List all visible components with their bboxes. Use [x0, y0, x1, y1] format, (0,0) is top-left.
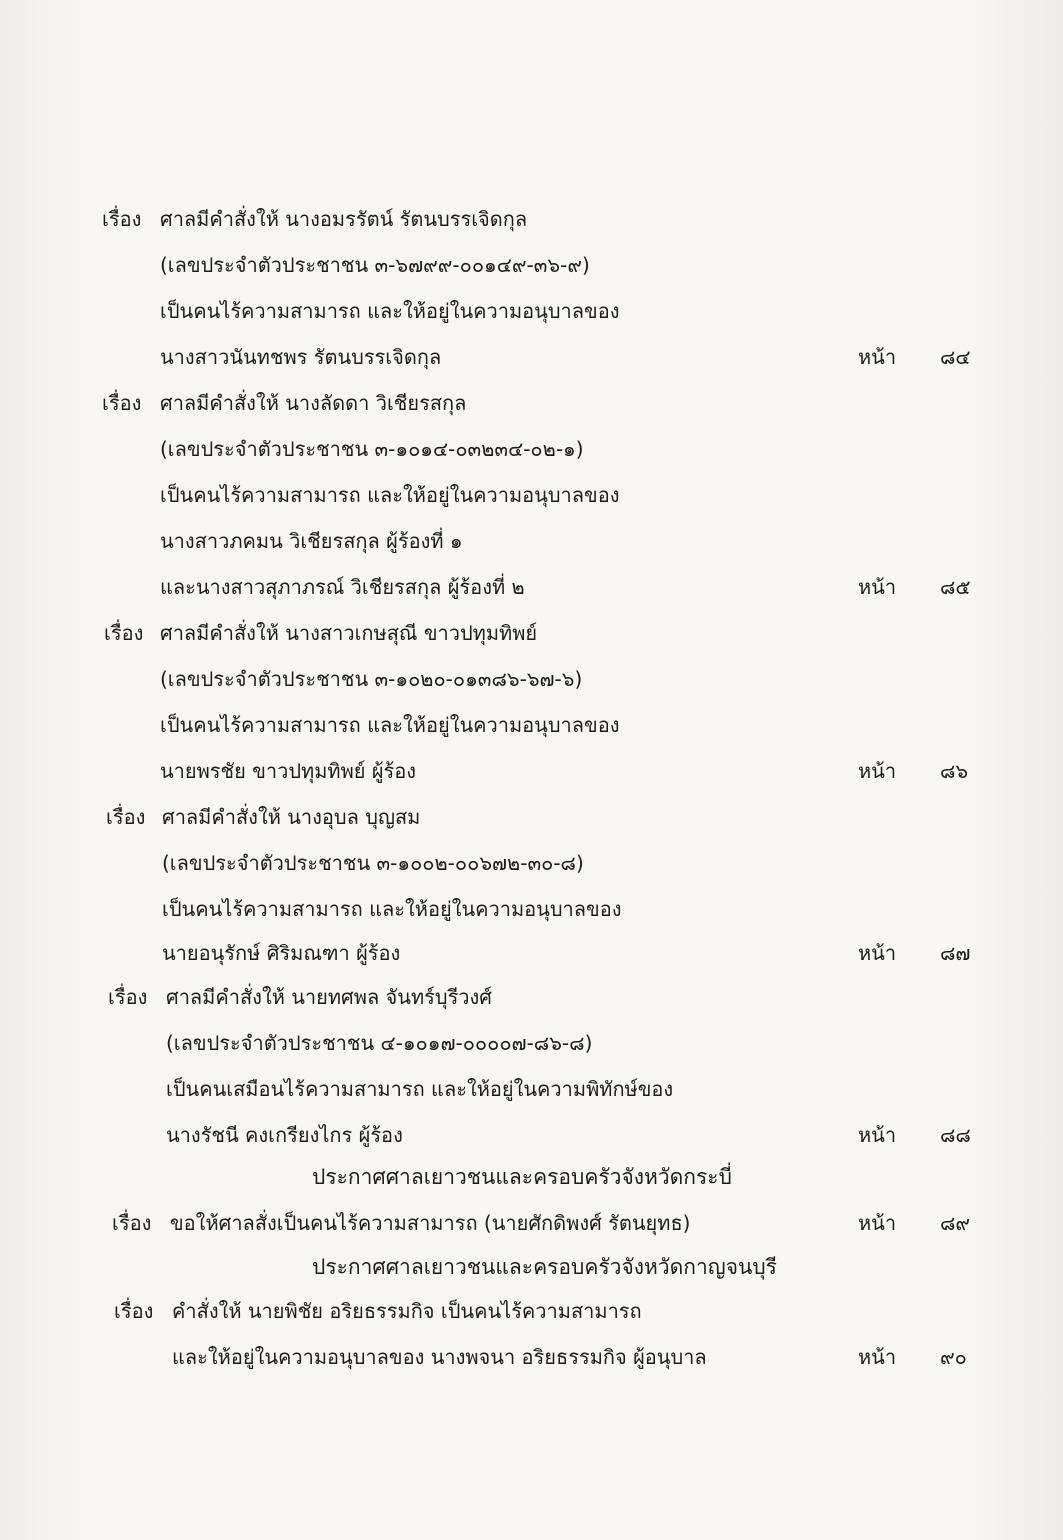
entry-text: เป็นคนเสมือนไร้ความสามารถ และให้อยู่ในความพิทักษ์ของ: [166, 1077, 674, 1101]
kanchanaburi-entry-line-2: [0, 1337, 1063, 1377]
page-number: ๘๔: [940, 345, 971, 369]
page-number: ๘๕: [940, 575, 971, 599]
entry-text: คำสั่งให้ นายพิชัย อริยธรรมกิจ เป็นคนไร้ความสามารถ: [172, 1299, 642, 1323]
entry-3-line-2: [0, 659, 1063, 699]
page-label: หน้า: [858, 575, 897, 599]
page-label: หน้า: [858, 759, 897, 783]
entry-4-line-2: [0, 843, 1063, 883]
entry-text: (เลขประจำตัวประชาชน ๓-๑๐๒๐-๐๑๓๘๖-๖๗-๖): [160, 667, 583, 691]
entry-label: เรื่อง: [106, 805, 146, 829]
section-heading: ประกาศศาลเยาวชนและครอบครัวจังหวัดกาญจนบุรี: [312, 1255, 777, 1279]
entry-text: (เลขประจำตัวประชาชน ๓-๖๗๙๙-๐๐๑๔๙-๓๖-๙): [160, 253, 590, 277]
entry-text: เป็นคนไร้ความสามารถ และให้อยู่ในความอนุบาลของ: [160, 299, 620, 323]
entry-text: นางสาวภคมน วิเชียรสกุล ผู้ร้องที่ ๑: [160, 529, 463, 553]
entry-text: ขอให้ศาลสั่งเป็นคนไร้ความสามารถ (นายศักดิพงศ์ รัตนยุทธ): [170, 1211, 691, 1235]
entry-2-line-3: [0, 475, 1063, 515]
entry-3-line-3: [0, 705, 1063, 745]
entry-1-line-1: [0, 199, 1063, 239]
entry-text: ศาลมีคำสั่งให้ นางอุบล บุญสม: [162, 805, 421, 829]
entry-label: เรื่อง: [108, 985, 148, 1009]
entry-3-line-4: [0, 751, 1063, 791]
entry-text: ศาลมีคำสั่งให้ นางสาวเกษสุณี ขาวปทุมทิพย์: [160, 621, 538, 645]
entry-label: เรื่อง: [104, 621, 144, 645]
section-heading-kanchanaburi: [0, 1247, 1063, 1287]
entry-5-line-2: [0, 1023, 1063, 1063]
entry-text: และนางสาวสุภาภรณ์ วิเชียรสกุล ผู้ร้องที่ ๒: [160, 575, 525, 599]
entry-label: เรื่อง: [114, 1299, 154, 1323]
entry-text: นายพรชัย ขาวปทุมทิพย์ ผู้ร้อง: [160, 759, 417, 783]
page-label: หน้า: [858, 1123, 897, 1147]
entry-text: ศาลมีคำสั่งให้ นางอมรรัตน์ รัตนบรรเจิดกุล: [160, 207, 528, 231]
entry-5-line-1: [0, 977, 1063, 1017]
entry-1-line-2: [0, 245, 1063, 285]
entry-text: นายอนุรักษ์ ศิริมณฑา ผู้ร้อง: [162, 941, 401, 965]
entry-text: และให้อยู่ในความอนุบาลของ นางพจนา อริยธรรมกิจ ผู้อนุบาล: [172, 1345, 707, 1369]
entry-4-line-4: [0, 933, 1063, 973]
entry-4-line-3: [0, 889, 1063, 929]
krabi-entry-line-1: [0, 1203, 1063, 1243]
kanchanaburi-entry-line-1: [0, 1291, 1063, 1331]
page-number: ๘๙: [940, 1211, 971, 1235]
page-label: หน้า: [858, 345, 897, 369]
page-label: หน้า: [858, 1211, 897, 1235]
entry-label: เรื่อง: [112, 1211, 152, 1235]
entry-1-line-4: [0, 337, 1063, 377]
entry-text: (เลขประจำตัวประชาชน ๓-๑๐๑๔-๐๓๒๓๔-๐๒-๑): [160, 437, 584, 461]
section-heading-krabi: [0, 1157, 1063, 1197]
entry-text: นางสาวนันทชพร รัตนบรรเจิดกุล: [160, 345, 442, 369]
entry-5-line-4: [0, 1115, 1063, 1155]
entry-text: นางรัชนี คงเกรียงไกร ผู้ร้อง: [166, 1123, 403, 1147]
entry-5-line-3: [0, 1069, 1063, 1109]
page-number: ๙๐: [940, 1345, 967, 1369]
page-label: หน้า: [858, 941, 897, 965]
entry-2-line-5: [0, 567, 1063, 607]
entry-2-line-2: [0, 429, 1063, 469]
entry-4-line-1: [0, 797, 1063, 837]
entry-text: เป็นคนไร้ความสามารถ และให้อยู่ในความอนุบาลของ: [162, 897, 622, 921]
entry-2-line-1: [0, 383, 1063, 423]
page-number: ๘๖: [940, 759, 969, 783]
entry-text: ศาลมีคำสั่งให้ นายทศพล จันทร์บุรีวงศ์: [166, 985, 492, 1009]
entry-2-line-4: [0, 521, 1063, 561]
entry-text: ศาลมีคำสั่งให้ นางลัดดา วิเชียรสกุล: [160, 391, 467, 415]
section-heading: ประกาศศาลเยาวชนและครอบครัวจังหวัดกระบี่: [312, 1165, 732, 1189]
page-label: หน้า: [858, 1345, 897, 1369]
entry-1-line-3: [0, 291, 1063, 331]
entry-text: (เลขประจำตัวประชาชน ๓-๑๐๐๒-๐๐๖๗๒-๓๐-๘): [162, 851, 584, 875]
entry-text: เป็นคนไร้ความสามารถ และให้อยู่ในความอนุบาลของ: [160, 483, 620, 507]
entry-label: เรื่อง: [102, 207, 142, 231]
entry-3-line-1: [0, 613, 1063, 653]
entry-label: เรื่อง: [102, 391, 142, 415]
page-number: ๘๗: [940, 941, 971, 965]
entry-text: เป็นคนไร้ความสามารถ และให้อยู่ในความอนุบาลของ: [160, 713, 620, 737]
page-number: ๘๘: [940, 1123, 971, 1147]
entry-text: (เลขประจำตัวประชาชน ๔-๑๐๑๗-๐๐๐๐๗-๘๖-๘): [166, 1031, 593, 1055]
